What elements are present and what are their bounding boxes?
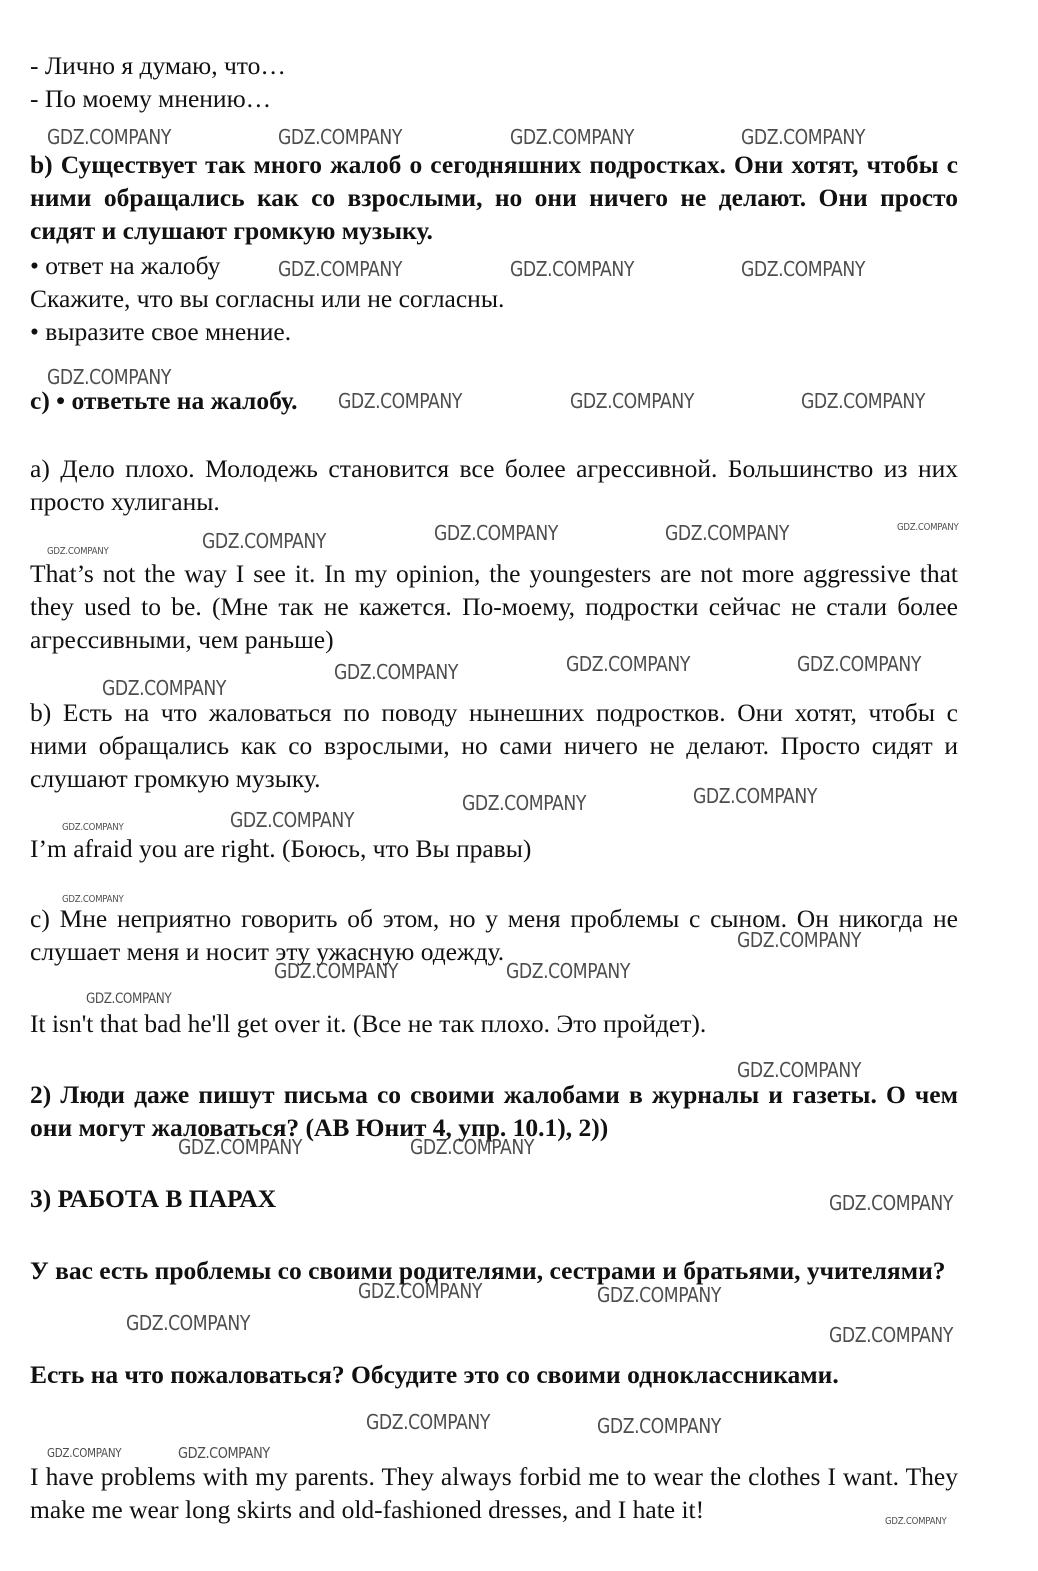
watermark: GDZ.COMPANY <box>47 125 171 149</box>
watermark: GDZ.COMPANY <box>274 959 398 983</box>
watermark: GDZ.COMPANY <box>737 1058 861 1082</box>
response-c: It isn't that bad he'll get over it. (Все не так плохо. Это пройдет). <box>30 1009 707 1038</box>
question-discuss: Есть на что пожаловаться? Обсудите это со своими одноклассниками. <box>30 1360 839 1389</box>
watermark: GDZ.COMPANY <box>510 125 634 149</box>
watermark: GDZ.COMPANY <box>885 1516 947 1527</box>
watermark: GDZ.COMPANY <box>566 652 690 676</box>
phrase-in-my-opinion: - По моему мнению… <box>30 84 272 113</box>
watermark: GDZ.COMPANY <box>693 784 817 808</box>
watermark: GDZ.COMPANY <box>462 791 586 815</box>
watermark: GDZ.COMPANY <box>178 1135 302 1159</box>
task-3-heading: 3) РАБОТА В ПАРАХ <box>30 1184 277 1213</box>
response-a: That’s not the way I see it. In my opinion, the youngesters are not more aggressive that they used to be. (Мне так не кажется. По-моему, подростки сейчас не стали более агрессивными, чем раньше) <box>30 559 958 654</box>
watermark: GDZ.COMPANY <box>737 928 861 952</box>
phrase-personally: - Лично я думаю, что… <box>30 51 286 80</box>
agree-instruction: Скажите, что вы согласны или не согласны. <box>30 284 505 313</box>
watermark: GDZ.COMPANY <box>278 257 402 281</box>
watermark: GDZ.COMPANY <box>829 1323 953 1347</box>
watermark: GDZ.COMPANY <box>410 1135 534 1159</box>
question-problems: У вас есть проблемы со своими родителями, сестрами и братьями, учителями? <box>30 1256 946 1285</box>
bullet-respond: • ответ на жалобу <box>30 251 221 280</box>
watermark: GDZ.COMPANY <box>801 389 925 413</box>
bullet-opinion: • выразите свое мнение. <box>30 317 292 346</box>
watermark: GDZ.COMPANY <box>741 257 865 281</box>
watermark: GDZ.COMPANY <box>829 1191 953 1215</box>
response-b: I’m afraid you are right. (Боюсь, что Вы правы) <box>30 834 532 863</box>
watermark: GDZ.COMPANY <box>338 389 462 413</box>
watermark: GDZ.COMPANY <box>358 1279 482 1303</box>
watermark: GDZ.COMPANY <box>178 1444 270 1462</box>
watermark: GDZ.COMPANY <box>62 894 124 905</box>
watermark: GDZ.COMPANY <box>510 257 634 281</box>
watermark: GDZ.COMPANY <box>47 546 109 557</box>
watermark: GDZ.COMPANY <box>102 676 226 700</box>
task-c-prompt: c) • ответьте на жалобу. <box>30 386 298 415</box>
watermark: GDZ.COMPANY <box>570 389 694 413</box>
watermark: GDZ.COMPANY <box>597 1414 721 1438</box>
watermark: GDZ.COMPANY <box>86 991 172 1007</box>
watermark: GDZ.COMPANY <box>506 959 630 983</box>
watermark: GDZ.COMPANY <box>741 125 865 149</box>
watermark: GDZ.COMPANY <box>62 822 124 833</box>
watermark: GDZ.COMPANY <box>126 1311 250 1335</box>
watermark: GDZ.COMPANY <box>434 521 558 545</box>
watermark: GDZ.COMPANY <box>278 125 402 149</box>
complaint-a: а) Дело плохо. Молодежь становится все более агрессивной. Большинство из них просто хулиганы. <box>30 454 958 516</box>
watermark: GDZ.COMPANY <box>47 365 171 389</box>
watermark: GDZ.COMPANY <box>334 660 458 684</box>
task-b-prompt: b) Существует так много жалоб о сегодняшних подростках. Они хотят, чтобы с ними обращались как со взрослыми, но они ничего не делают. Они просто сидят и слушают громкую музыку. <box>30 150 958 245</box>
complaint-c: с) Мне неприятно говорить об этом, но у меня проблемы с сыном. Он никогда не слушает меня и носит эту ужасную одежду. <box>30 904 958 966</box>
watermark: GDZ.COMPANY <box>230 808 354 832</box>
complaint-b: b) Есть на что жаловаться по поводу нынешних подростков. Они хотят, чтобы с ними обращались как со взрослыми, но сами ничего не делают. Просто сидят и слушают громкую музыку. <box>30 698 958 793</box>
watermark: GDZ.COMPANY <box>797 652 921 676</box>
task-2: 2) Люди даже пишут письма со своими жалобами в журналы и газеты. О чем они могут жаловаться? (АВ Юнит 4, упр. 10.1), 2)) <box>30 1080 958 1142</box>
watermark: GDZ.COMPANY <box>47 1446 122 1460</box>
watermark: GDZ.COMPANY <box>665 521 789 545</box>
watermark: GDZ.COMPANY <box>897 522 959 533</box>
watermark: GDZ.COMPANY <box>366 1410 490 1434</box>
watermark: GDZ.COMPANY <box>202 529 326 553</box>
watermark: GDZ.COMPANY <box>597 1283 721 1307</box>
sample-answer: I have problems with my parents. They always forbid me to wear the clothes I want. They make me wear long skirts and old-fashioned dresses, and I hate it! <box>30 1462 958 1524</box>
